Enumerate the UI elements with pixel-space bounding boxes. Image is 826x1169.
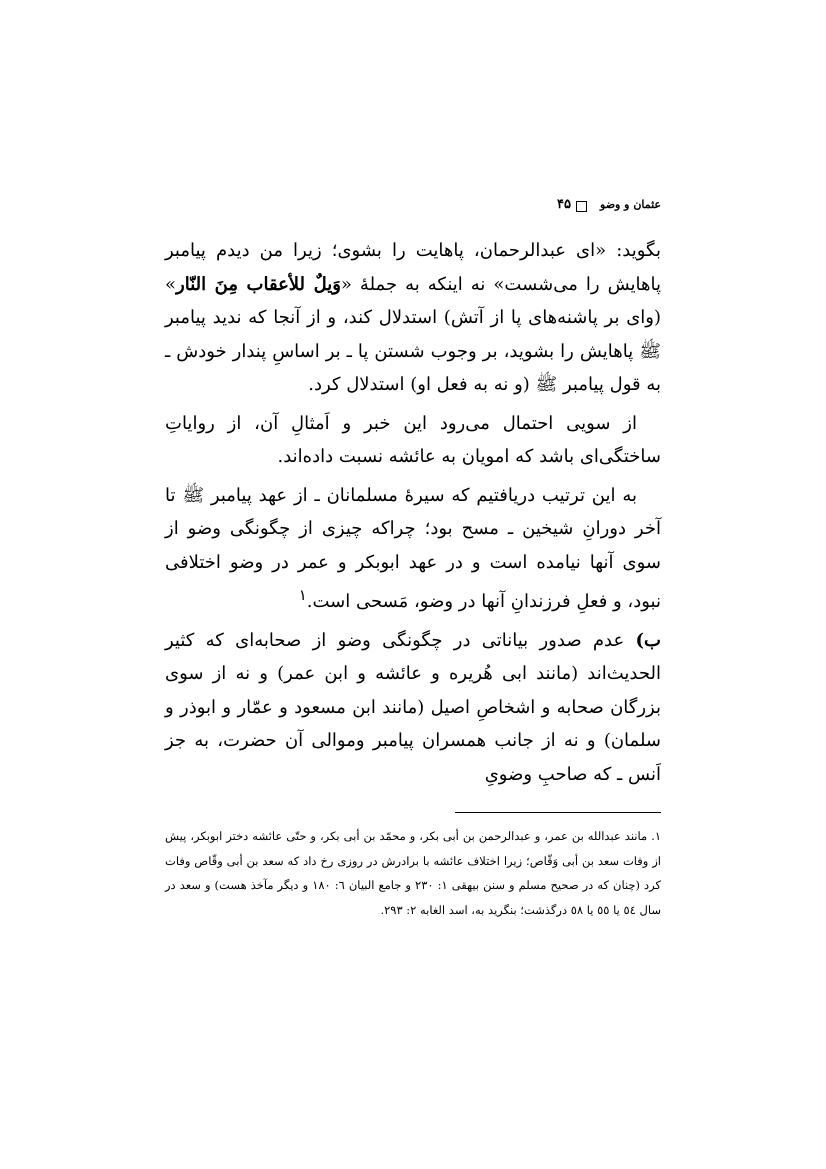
- hadith-quote: وَيلٌ للأعقاب مِنَ النّار: [176, 273, 341, 295]
- paragraph-3: [165, 479, 661, 619]
- running-head-title: عثمان و وضو: [600, 198, 661, 211]
- paragraph-2: از سویی احتمال می‌رود این خبر و اَمثالِ آن، از روایاتِ ساختگی‌ای باشد که امویان به عائشه نسبت داده‌اند.: [165, 412, 661, 467]
- paragraph-4: [165, 624, 661, 792]
- paragraph-1: [165, 234, 661, 402]
- main-text: [165, 234, 661, 796]
- paragraph-1-text: بگوید: «ای عبدالرحمان، پاهایت را بشوی؛ زیرا من دیدم پیامبر پاهایش را می‌شست» نه اینکه به جملهٔ «: [165, 240, 662, 295]
- footnote-divider: [455, 812, 661, 813]
- running-head: [165, 196, 661, 220]
- paragraph-1-rest: » (وای بر پاشنه‌های پا از آتش) استدلال کند، و از آنجا که ندید پیامبر ﷺ پاهایش را بشوید، بر وجوب شستن پا ـ بر اساسِ پندار خودش ـ به قول پیامبر ﷺ (و نه به فعل او) استدلال کرد.: [165, 273, 661, 395]
- footnote-1: ۱. مانند عبدالله بن عمر، و عبدالرحمن بن أبی بکر، و محمّد بن أبی بکر، و حتّی عائشه دختر ابوبکر، پیش از وفات سعد بن أبی وَقّاص؛ زیرا اختلاف عائشه با برادرش در روزی رخ داد که سعد بن أبی وقّاص وفات کرد (چنان که در صحیح مسلم و سنن بیهقی ۱: ۲۳۰ و جامع البیان ٦: ۱۸۰ و دیگر مآخذ هست) و سعد در سال ٥٤ یا ٥٥ یا ٥٨ درگذشت؛ بنگرید به، اسد الغابه ۲: ۲۹۳.: [165, 829, 662, 917]
- page-number: ۴۵: [557, 197, 571, 212]
- footnote-area: [165, 824, 661, 922]
- square-ornament-icon: [576, 201, 587, 212]
- paragraph-3-text: به این ترتیب دریافتیم که سیرهٔ مسلمانان ـ از عهد پیامبر ﷺ تا آخر دورانِ شیخین ـ مسح بود؛ چراکه چیزی از چگونگی وضو از سوی آنها نیامده است و در عهد ابوبکر و عمر در وضو اختلافی نبود، و فعلِ فرزندانِ آنها در وضو، مَسحی است.: [165, 484, 661, 612]
- section-lead: ب): [635, 629, 661, 651]
- footnote-marker: ۱: [298, 586, 307, 604]
- paragraph-4-text: عدم صدور بیاناتی در چگونگی وضو از صحابه‌ای که کثیر الحدیث‌اند (مانند ابی هُریره و عائشه و ابن عمر) و نه از سوی بزرگان صحابه و اشخاصِ اصیل (مانند ابن مسعود و عمّار و ابوذر و سلمان) و نه از جانب همسران پیامبر وموالی آن حضرت، به جز اَنس ـ که صاحبِ وضویِ: [165, 629, 661, 785]
